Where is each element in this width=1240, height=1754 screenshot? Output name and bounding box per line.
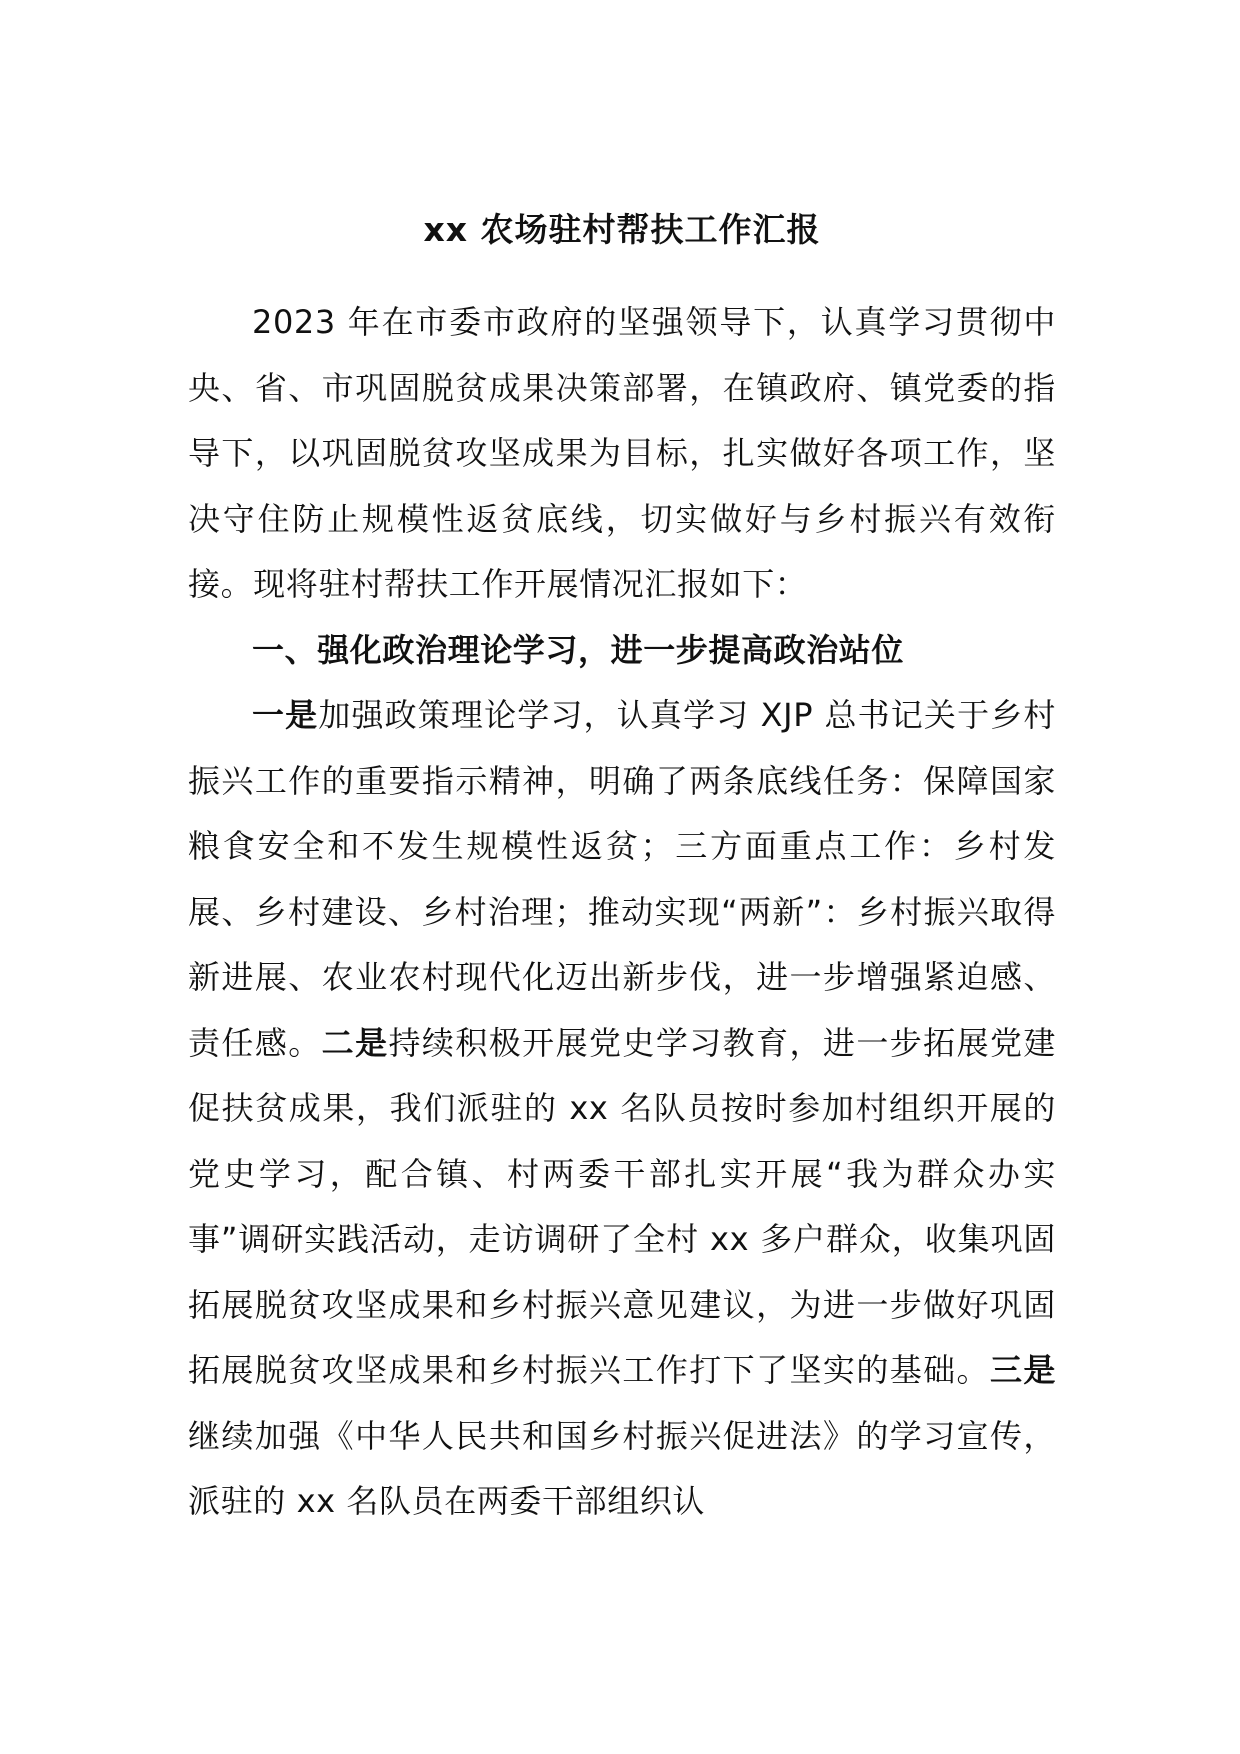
point-one-label: 一是 <box>252 696 319 734</box>
section-body-paragraph <box>188 683 1056 1535</box>
point-two-text: 持续积极开展党史学习教育，进一步拓展党建促扶贫成果，我们派驻的 xx 名队员按时参加村组织开展的党史学习，配合镇、村两委干部扎实开展“我为群众办实事”调研实践活动，走访调研了全村 xx 多户群众，收集巩固拓展脱贫攻坚成果和乡村振兴意见建议，为进一步做好巩固拓展脱贫攻坚成果和乡村振兴工作打下了坚实的基础。 <box>188 1023 1057 1389</box>
intro-paragraph: 2023 年在市委市政府的坚强领导下，认真学习贯彻中央、省、市巩固脱贫成果决策部署，在镇政府、镇党委的指导下，以巩固脱贫攻坚成果为目标，扎实做好各项工作，坚决守住防止规模性返贫底线，切实做好与乡村振兴有效衔接。现将驻村帮扶工作开展情况汇报如下： <box>188 303 1056 603</box>
point-two-label: 二是 <box>321 1023 389 1062</box>
section-heading: 一、强化政治理论学习，进一步提高政治站位 <box>252 630 905 669</box>
point-three-label: 三是 <box>989 1351 1057 1389</box>
point-one-text: 加强政策理论学习，认真学习 XJP 总书记关于乡村振兴工作的重要指示精神，明确了两条底线任务：保障国家粮食安全和不发生规模性返贫；三方面重点工作：乡村发展、乡村建设、乡村治理；推动实现“两新”：乡村振兴取得新进展、农业农村现代化迈出新步伐，进一步增强紧迫感、责任感。 <box>188 696 1056 1062</box>
point-three-text: 继续加强《中华人民共和国乡村振兴促进法》的学习宣传，派驻的 xx 名队员在两委干部组织认 <box>188 1416 1056 1520</box>
document-title: xx 农场驻村帮扶工作汇报 <box>423 210 821 249</box>
document-page <box>188 200 1056 1535</box>
